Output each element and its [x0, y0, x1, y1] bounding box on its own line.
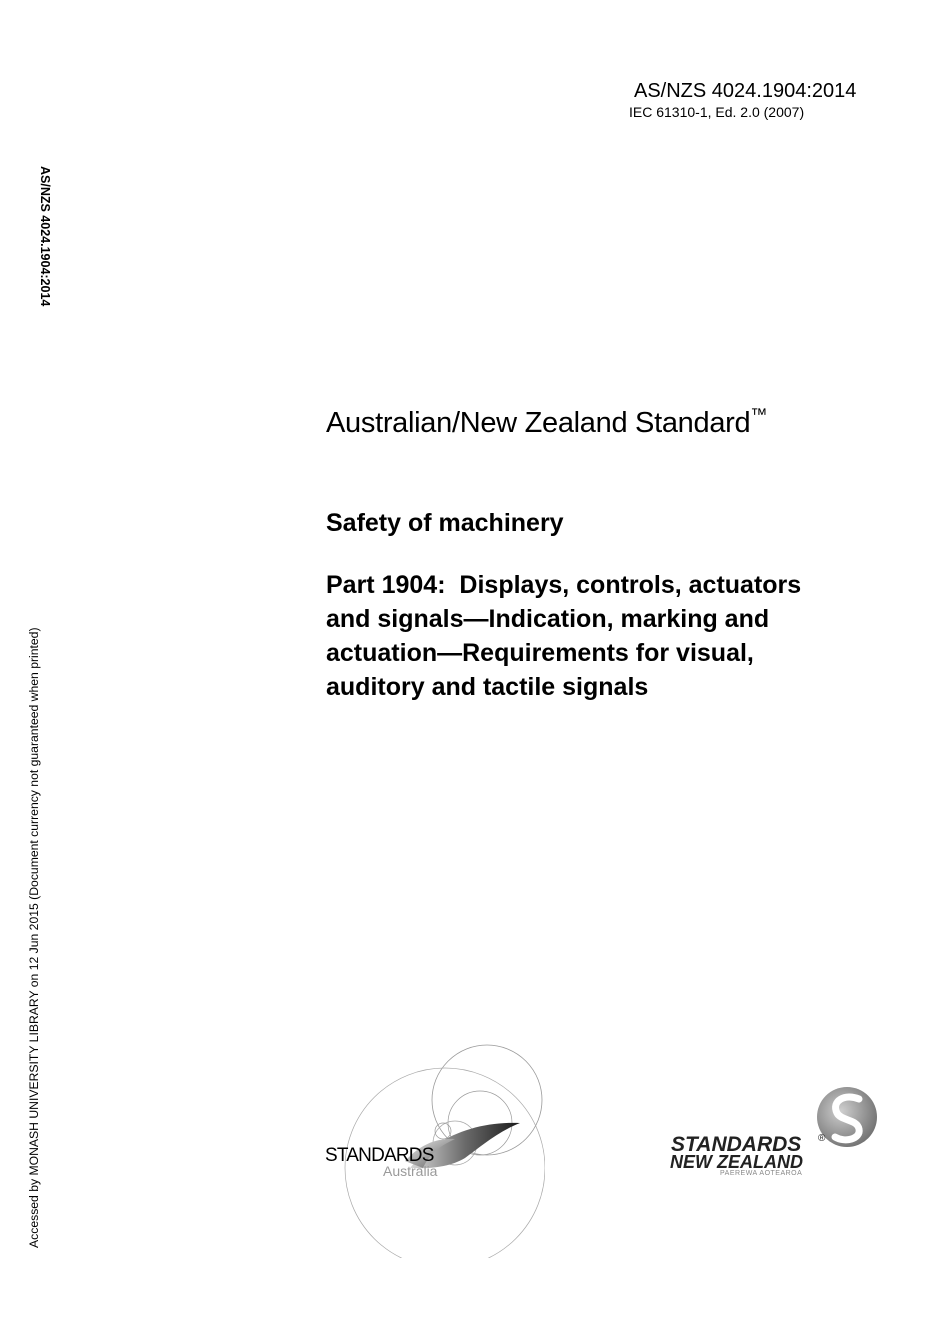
- standards-australia-subtitle: Australia: [383, 1163, 438, 1179]
- standards-new-zealand-country: NEW ZEALAND: [670, 1152, 803, 1172]
- standard-type-text: Australian/New Zealand Standard: [326, 407, 751, 439]
- standard-type-heading: [326, 405, 767, 440]
- spine-standard-code: AS/NZS 4024.1904:2014: [38, 166, 52, 307]
- part-title-line-2: and signals—Indication, marking and: [326, 605, 770, 633]
- standard-number: AS/NZS 4024.1904:2014: [634, 80, 857, 102]
- part-title-line-4: auditory and tactile signals: [326, 673, 649, 701]
- part-title-line-3: actuation—Requirements for visual,: [326, 639, 754, 667]
- part-title: [326, 568, 926, 704]
- iec-reference: IEC 61310-1, Ed. 2.0 (2007): [629, 104, 805, 120]
- standards-australia-wordmark: STANDARDS: [325, 1145, 434, 1166]
- access-notice: Accessed by MONASH UNIVERSITY LIBRARY on 12 Jun 2015 (Document currency not guaranteed when printed): [27, 627, 41, 1248]
- trademark-symbol: ™: [750, 405, 768, 424]
- registered-symbol: ®: [818, 1133, 826, 1144]
- part-title-line-1: [326, 568, 926, 602]
- document-subject: Safety of machinery: [326, 509, 564, 537]
- standards-new-zealand-wordmark: STANDARDS: [671, 1133, 802, 1156]
- part-label: Part 1904:: [326, 571, 460, 599]
- part-title-text-1: Displays, controls, actuators: [459, 571, 802, 599]
- standards-new-zealand-maori-name: PAEREWA AOTEAROA: [720, 1170, 803, 1177]
